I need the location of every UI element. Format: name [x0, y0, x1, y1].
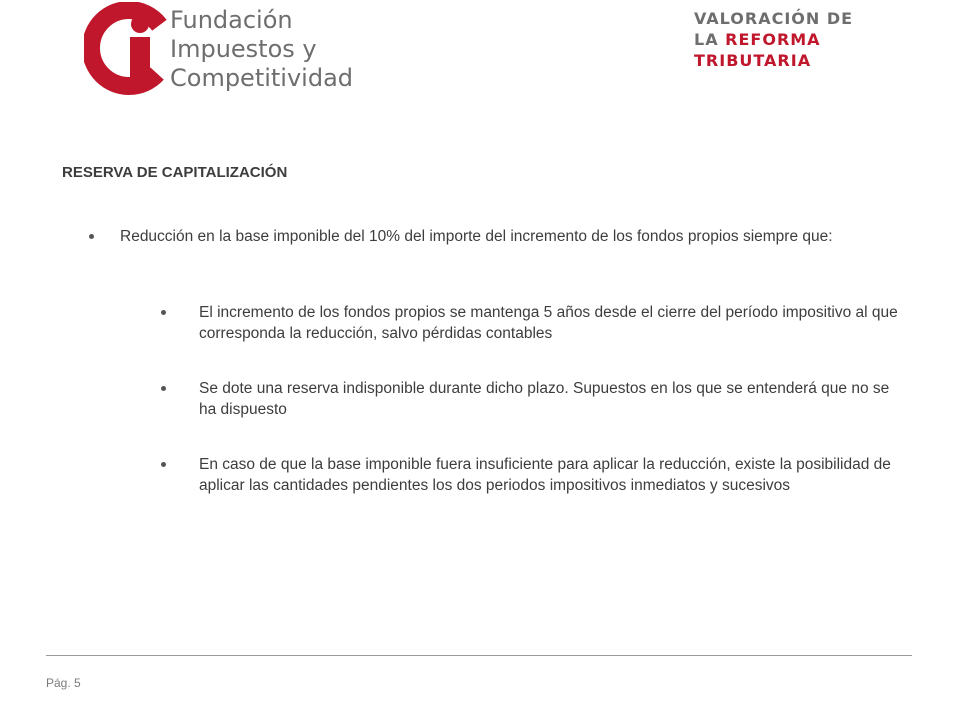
bullet-item — [120, 226, 880, 247]
bullet-text: En caso de que la base imponible fuera insuficiente para aplicar la reducción, existe la posibilidad de aplicar las cantidades pendientes los dos periodos impositivos inmediatos y sucesivos — [199, 456, 891, 494]
sub-bullet-item — [199, 454, 917, 496]
sub-bullet-item — [199, 378, 899, 420]
footer-divider — [46, 655, 912, 656]
foundation-logo — [84, 2, 354, 98]
bullet-dot-icon — [161, 462, 166, 467]
logo-text — [170, 6, 353, 93]
sub-bullet-item — [199, 302, 899, 344]
title-part-3: REFORMA — [725, 30, 821, 49]
logo-line-1: Fundación — [170, 6, 293, 34]
title-part-4: TRIBUTARIA — [694, 51, 812, 70]
bullet-dot-icon — [161, 386, 166, 391]
page-number: Pág. 5 — [46, 676, 81, 690]
bullet-text: El incremento de los fondos propios se mantenga 5 años desde el cierre del período impositivo al que corresponda la reducción, salvo pérdidas contables — [199, 304, 898, 342]
title-part-1: VALORACIÓN DE — [694, 9, 854, 28]
logo-line-2: Impuestos y — [170, 35, 317, 63]
title-part-2: LA — [694, 30, 719, 49]
section-title: RESERVA DE CAPITALIZACIÓN — [62, 164, 288, 181]
bullet-dot-icon — [89, 234, 94, 239]
logo-line-3: Competitividad — [170, 64, 354, 92]
bullet-text: Reducción en la base imponible del 10% del importe del incremento de los fondos propios siempre que: — [120, 228, 833, 245]
bullet-text: Se dote una reserva indisponible durante dicho plazo. Supuestos en los que se entenderá que no se ha dispuesto — [199, 380, 890, 418]
ci-logo-icon — [84, 2, 170, 98]
document-title — [694, 8, 924, 71]
bullet-dot-icon — [161, 310, 166, 315]
